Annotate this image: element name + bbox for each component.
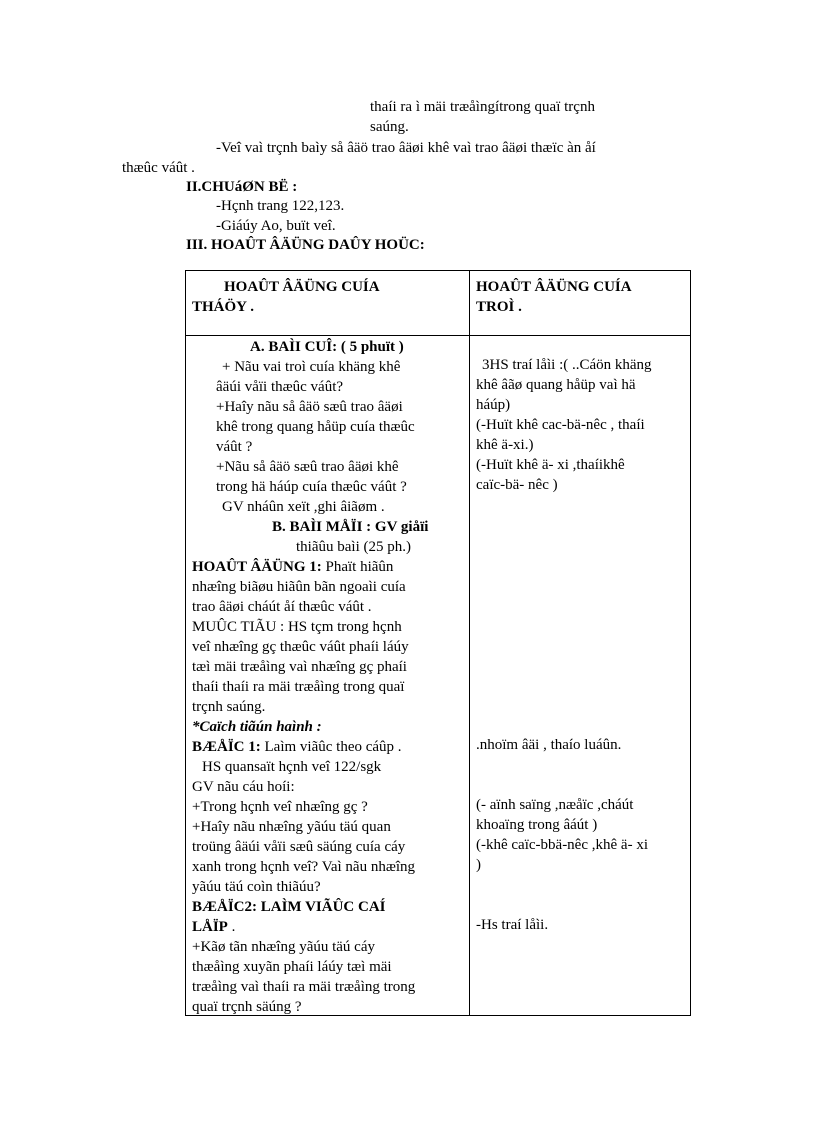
student-line: -Hs traí låìi. [476,917,549,933]
student-activities [476,355,686,935]
student-line: khoaïng trong âáút ) [476,817,598,833]
column-divider [469,271,470,1015]
student-line: khê ä-xi.) [476,437,534,453]
objective-line: MUÛC TIÃU : HS tçm trong hçnh [192,619,402,635]
new-lesson-heading [192,517,464,537]
teacher-line: thiãûu baìi (25 ph.) [296,539,411,555]
teacher-line: trao âäøi cháút åí thæûc váût . [192,599,372,615]
step1-title: Laìm viãûc theo cáûp . [260,739,402,755]
section2-heading: II.CHUáØN BË : [186,179,298,195]
step2-label-cont: LÅÏP [192,919,228,935]
old-lesson-heading: A. BAÌI CUÎ: ( 5 phuït ) [250,339,404,355]
teacher-line: +Nãu så âäö sæû trao âäøi khê [216,459,399,475]
procedure-heading: *Caïch tiãún haình : [192,719,322,735]
student-line: (-Huït khê cac-bä-nêc , thaíi [476,417,645,433]
student-line: caïc-bä- nêc ) [476,477,558,493]
step2-punct: . [227,919,236,935]
header-divider [186,335,690,336]
section2-item: -Giáúy Ao, buït veî. [216,218,336,234]
intro-line-3: -Veî vaì trçnh baìy så âäö trao âäøi khê vaì trao âäøi thæïc àn åí [216,140,596,156]
teacher-line: troüng âäúi våïi sæû säúng cuía cáy [192,839,406,855]
teacher-line: quaï trçnh säúng ? [192,999,302,1015]
teacher-line: khê trong quang håüp cuía thæûc [216,419,415,435]
teacher-line: +Kãø tãn nhæîng yãúu täú cáy [192,939,375,955]
student-line: ) [476,857,481,873]
teacher-activities [192,337,464,1017]
teacher-line: trong hä háúp cuía thæûc váût ? [216,479,407,495]
student-header-line: HOAÛT ÂÄÜNG CUÍA [476,279,632,295]
teacher-line: âäúi våïi thæûc váût? [216,379,344,395]
activity1-heading [192,557,464,577]
student-line: háúp) [476,397,511,413]
teacher-line: xanh trong hçnh veî? Vaì nãu nhæîng [192,859,416,875]
teacher-line: + Nãu vai troì cuía khäng khê [222,359,401,375]
student-line: .nhoïm âäi , thaío luáûn. [476,737,622,753]
teacher-header-line: THÁÖY . [192,299,254,315]
teacher-line: GV nãu cáu hoíi: [192,779,295,795]
student-line: (-khê caïc-bbä-nêc ,khê ä- xi [476,837,648,853]
teacher-line: thaíi thaíi ra mäi træåìng trong quaï [192,679,405,695]
teacher-line: HS quansaït hçnh veî 122/sgk [202,759,382,775]
teacher-line: thæåìng xuyãn phaíi láúy tæì mäi [192,959,392,975]
activity-table [185,270,691,1016]
student-line: 3HS traí låìi :( ..Cáön khäng [482,357,652,373]
section2-item: -Hçnh trang 122,123. [216,198,345,214]
teacher-header-line: HOAÛT ÂÄÜNG CUÍA [224,279,380,295]
student-header-line: TROÌ . [476,299,522,315]
step1-label: BÆÅÏC 1: [192,739,261,755]
teacher-line: nhæîng biãøu hiãûn bãn ngoaìi cuía [192,579,406,595]
intro-line-4: thæûc váût . [122,160,195,176]
student-column-header [476,277,686,317]
teacher-line: trçnh saúng. [192,699,266,715]
teacher-line: yãúu täú coìn thiãúu? [192,879,321,895]
student-line: (-Huït khê ä- xi ,thaíikhê [476,457,625,473]
teacher-line: váût ? [216,439,253,455]
teacher-line: +Trong hçnh veî nhæîng gç ? [192,799,368,815]
teacher-line: GV nháûn xeït ,ghi âiãøm . [222,499,385,515]
teacher-line: tæì mäi træåìng vaì nhæîng gç phaíi [192,659,407,675]
teacher-line: veî nhæîng gç thæûc váût phaíi láúy [192,639,409,655]
step2-heading: BÆÅÏC2: LAÌM VIÃÛC CAÍ [192,899,386,915]
teacher-line: +Haîy nãu så âäö sæû trao âäøi [216,399,403,415]
teacher-column-header [192,277,464,317]
section3-heading: III. HOAÛT ÂÄÜNG DAÛY HOÜC: [186,237,425,253]
intro-line-2: saúng. [370,119,409,135]
activity1-label: HOAÛT ÂÄÜNG 1: [192,559,322,575]
step2-heading-cont [192,917,464,937]
intro-line-1: thaíi ra ì mäi træåìngítrong quaï trçnh [370,99,595,115]
teacher-line: +Haîy nãu nhæîng yãúu täú quan [192,819,391,835]
step1-heading [192,737,464,757]
student-line: (- aïnh saïng ,næåïc ,cháút [476,797,634,813]
new-lesson-label: B. BAÌI MÅÏI : GV giåïi [272,519,429,535]
activity1-title: Phaït hiãûn [321,559,394,575]
teacher-line: træåìng vaì thaíi ra mäi træåìng trong [192,979,416,995]
student-line: khê âãø quang håüp vaì hä [476,377,636,393]
